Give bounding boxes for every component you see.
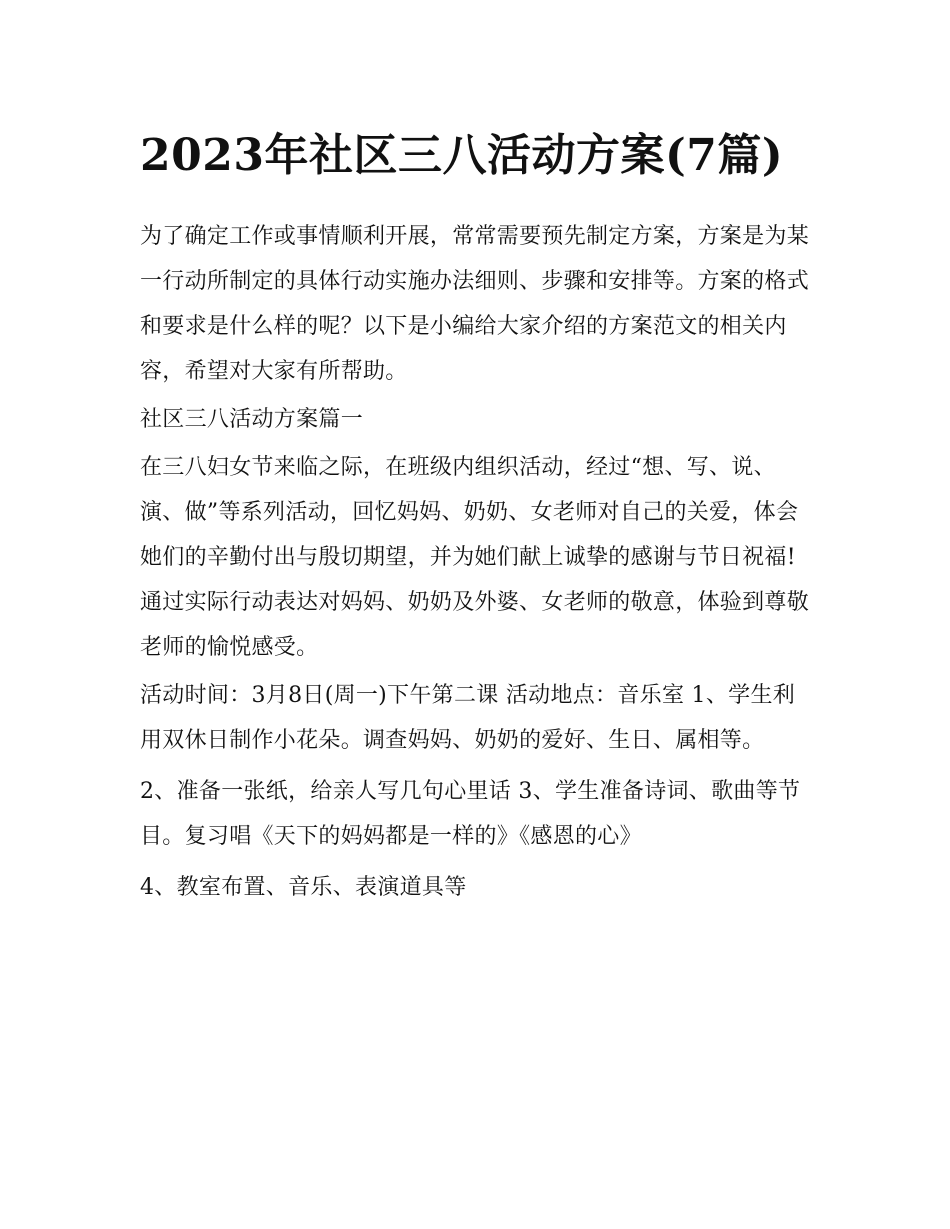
intro-paragraph: 为了确定工作或事情顺利开展，常常需要预先制定方案，方案是为某一行动所制定的具体行动实施办法细则、步骤和安排等。方案的格式和要求是什么样的呢？以下是小编给大家介绍的方案范文的相关内容，希望对大家有所帮助。: [140, 224, 810, 384]
document-title: 2023年社区三八活动方案(7篇): [140, 130, 784, 181]
activity-time-paragraph: 活动时间：3月8日(周一)下午第二课 活动地点：音乐室 1、学生利用双休日制作小花朵。调查妈妈、奶奶的爱好、生日、属相等。: [140, 683, 796, 753]
section-heading: 社区三八活动方案篇一: [140, 407, 364, 432]
preparation-paragraph: 2、准备一张纸，给亲人写几句心里话 3、学生准备诗词、歌曲等节目。复习唱《天下的妈妈都是一样的》《感恩的心》: [140, 779, 801, 849]
activity-purpose-paragraph: 在三八妇女节来临之际，在班级内组织活动，经过“想、写、说、演、做”等系列活动，回忆妈妈、奶奶、女老师对自己的关爱，体会她们的辛勤付出与殷切期望，并为她们献上诚挚的感谢与节日祝福!通过实际行动表达对妈妈、奶奶及外婆、女老师的敬意，体验到尊敬老师的愉悦感受。: [140, 455, 810, 660]
classroom-setup-paragraph: 4、教室布置、音乐、表演道具等: [140, 875, 467, 900]
document-page: [140, 118, 815, 910]
